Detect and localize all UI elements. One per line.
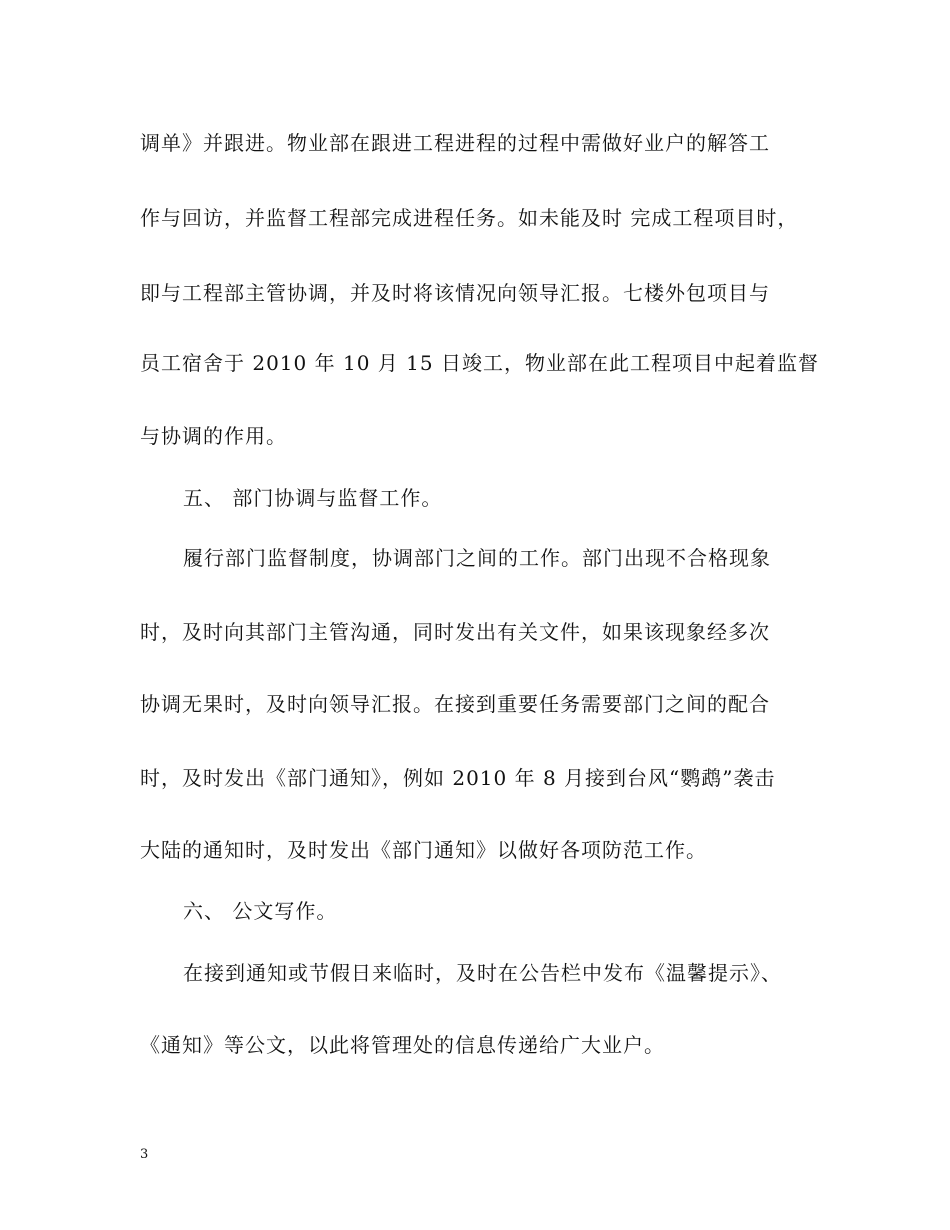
section-heading-6: 六、 公文写作。 (183, 899, 338, 923)
body-text-line: 在接到通知或节假日来临时，及时在公告栏中发布《温馨提示》、 (183, 961, 782, 985)
body-text-line: 作与回访，并监督工程部完成进程任务。如未能及时 完成工程项目时， (140, 206, 799, 230)
page-number: 3 (140, 1147, 149, 1162)
body-text-line: 《通知》等公文，以此将管理处的信息传递给广大业户。 (140, 1033, 665, 1057)
body-text-line: 履行部门监督制度，协调部门之间的工作。部门出现不合格现象 (183, 546, 771, 570)
body-text-line: 时，及时向其部门主管沟通，同时发出有关文件，如果该现象经多次 (140, 620, 770, 644)
body-text-line: 大陆的通知时，及时发出《部门通知》以做好各项防范工作。 (140, 838, 707, 862)
body-text-line: 即与工程部主管协调，并及时将该情况向领导汇报。七楼外包项目与 (140, 281, 770, 305)
body-text-line: 调单》并跟进。物业部在跟进工程进程的过程中需做好业户的解答工 (140, 131, 770, 155)
body-text-line: 与协调的作用。 (140, 424, 287, 448)
section-heading-5: 五、 部门协调与监督工作。 (183, 486, 443, 510)
body-text-line: 时，及时发出《部门通知》，例如 2010 年 8 月接到台风“鹦鹉”袭击 (140, 766, 776, 790)
body-text-line: 员工宿舍于 2010 年 10 月 15 日竣工，物业部在此工程项目中起着监督 (140, 351, 819, 375)
body-text-line: 协调无果时，及时向领导汇报。在接到重要任务需要部门之间的配合 (140, 692, 770, 716)
